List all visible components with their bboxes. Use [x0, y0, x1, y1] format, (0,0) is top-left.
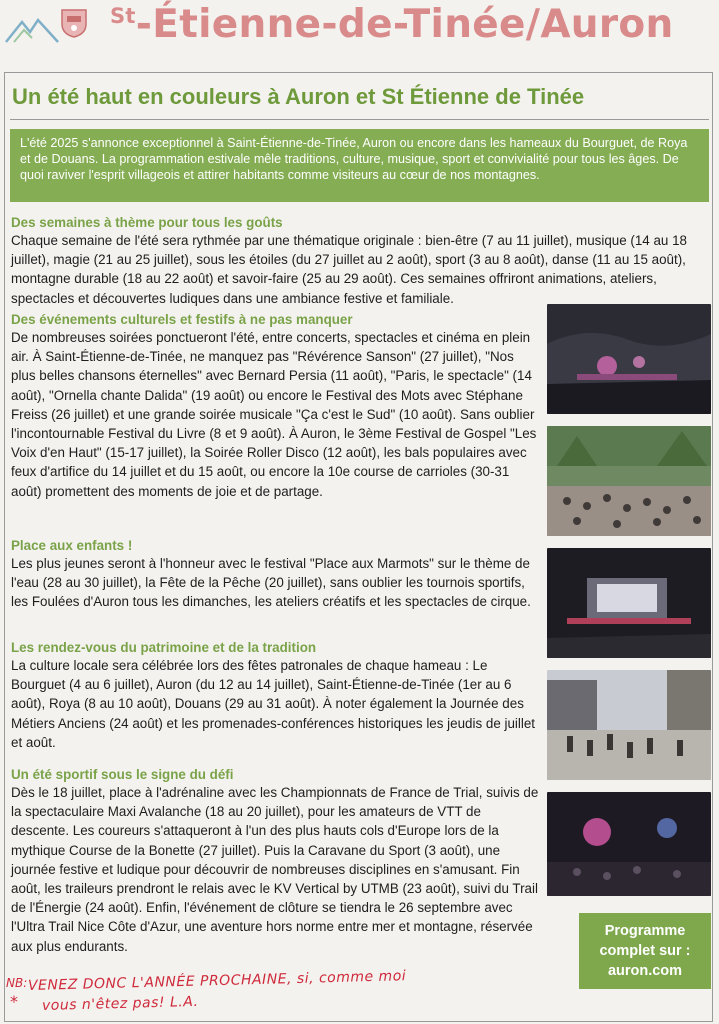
intro-box: L'été 2025 s'annonce exceptionnel à Saint-Étienne-de-Tinée, Auron ou encore dans les hameaux du Bourguet, de Roya et de Douans. La programmation estivale mêle traditions, culture, musique, sport et convivialité pour tous les âges. De quoi raviver l'esprit villageois et attirer habitants comme visiteurs au cœur de nos montagnes. — [10, 129, 709, 202]
section-body-culture: De nombreuses soirées ponctueront l'été, entre concerts, spectacles et cinéma en plein air. À Saint-Étienne-de-Tinée, ne manquez pas "Révérence Sanson" (27 juillet), "Nos plus belles chansons éternelles" avec Bernard Persia (11 août), "Paris, le spectacle" (14 août), "Ornella chante Dalida" (19 août) ou encore le Festival des Mots avec Stéphane Freiss (26 juillet) et une grande soirée musicale "Ça c'est le Sud" (10 août). Sans oublier l'incontournable Festival du Livre (8 et 9 août). À Auron, le 3ème Festival de Gospel "Les Voix d'en Haut" (15-17 juillet), la Soirée Roller Disco (12 août), les bals populaires avec feux d'artifice du 14 juillet et du 15 août, ou encore la 10e course de carrioles (30-31 août) promettent des moments de joie et de partage. — [11, 330, 537, 499]
mountain-logo-icon — [4, 12, 60, 46]
program-link-box[interactable] — [579, 913, 711, 989]
photo-night-concert — [547, 304, 711, 414]
page-header — [0, 0, 719, 58]
handwritten-note — [2, 970, 542, 1024]
photo-festival-crowd — [547, 426, 711, 536]
handwritten-line-2: vous n'êtez pas! L.A. — [41, 993, 199, 1014]
section-title-themes: Des semaines à thème pour tous les goûts — [11, 215, 283, 230]
site-title-text: -Étienne-de-Tinée/Auron — [135, 2, 674, 47]
section-body-heritage: La culture locale sera célébrée lors des fêtes patronales de chaque hameau : Le Bourguet (4 au 6 juillet), Auron (du 12 au 14 juillet), Saint-Étienne-de-Tinée (1er au 6 août), Roya (8 au 10 août), Douans (29 au 31 août). À noter également la Journée des Métiers Anciens (24 août) et les promenades-conférences historiques les jeudis de juillet et août. — [11, 658, 535, 750]
coat-of-arms-icon — [60, 6, 88, 38]
cta-link-text[interactable]: auron.com — [607, 963, 683, 979]
photo-stage-show — [547, 548, 711, 658]
cta-line-2: complet sur : — [599, 943, 691, 959]
section-body-sport: Dès le 18 juillet, place à l'adrénaline avec les Championnats de France de Trial, suivis de la spectaculaire Maxi Avalanche (18 au 20 juillet), pour les amateurs de VTT de descente. Les coureurs s'attaqueront à l'un des plus hauts cols d'Europe lors de la mythique Course de la Bonette (27 juillet). Puis la Caravane du Sport (3 août), une journée festive et ludique pour découvrir de nombreuses disciplines en s'amusant. Fin août, les traileurs prendront le relais avec le KV Vertical by UTMB (23 août), suivi du Trail de l'Énergie (24 août). Enfin, l'événement de clôture se tiendra le 26 septembre avec l'Ultra Trail Nice Côte d'Azur, une aventure hors norme entre mer et montagne, réservée aux plus endurants. — [11, 785, 539, 954]
section-title-kids: Place aux enfants ! — [11, 538, 133, 553]
photo-village-square — [547, 670, 711, 780]
site-title — [110, 2, 674, 47]
headline-divider — [10, 119, 709, 120]
handwritten-star: * — [10, 992, 18, 1011]
section-body-themes: Chaque semaine de l'été sera rythmée par une thématique originale : bien-être (7 au 11 juillet), musique (14 au 18 juillet), magie (21 au 25 juillet), sous les étoiles (du 27 juillet au 2 août), sport (3 au 8 août), danse (11 au 15 août), montagne durable (18 au 22 août) et savoir-faire (25 au 29 août). Ces semaines offriront animations, ateliers, spectacles et découvertes ludiques dans une ambiance festive et familiale. — [11, 233, 687, 306]
photo-night-party — [547, 792, 711, 896]
section-title-heritage: Les rendez-vous du patrimoine et de la tradition — [11, 640, 317, 655]
section-title-culture: Des événements culturels et festifs à ne pas manquer — [11, 312, 353, 327]
cta-line-1: Programme — [604, 923, 686, 939]
site-title-superscript: St — [110, 4, 136, 28]
section-title-sport: Un été sportif sous le signe du défi — [11, 767, 234, 782]
handwritten-line-1: VENEZ DONC L'ANNÉE PROCHAINE, si, comme moi — [27, 968, 407, 994]
article-headline: Un été haut en couleurs à Auron et St Étienne de Tinée — [12, 84, 585, 109]
section-body-kids: Les plus jeunes seront à l'honneur avec le festival "Place aux Marmots" sur le thème de l'eau (28 au 30 juillet), la Fête de la Pêche (20 juillet), sans oublier les tournois sportifs, les Foulées d'Auron tous les dimanches, les ateliers créatifs et les spectacles de cirque. — [11, 556, 531, 610]
handwritten-nb: NB: — [6, 976, 28, 990]
